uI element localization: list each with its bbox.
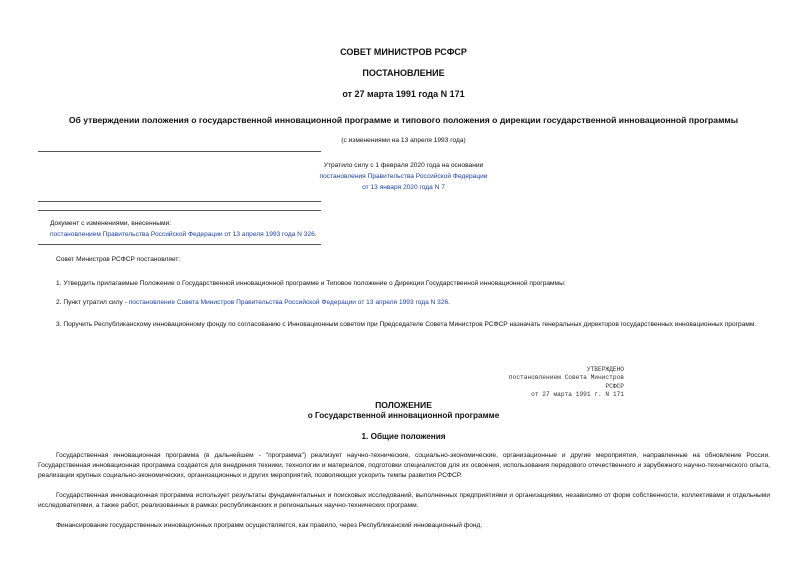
divider [38,151,321,152]
paragraph-1: Государственная инновационная программа (в дальнейшем - "программа") реализует научно-технические, социально-экономические, организационные и другие мероприятия, направленные на обновление России. Государственная инновационная программа создается для внедрения техники, технологии и материалов, подготовки специалистов для их освоения, использования передового отечественного и зарубежного научно-технического опыта, реализации крупных социально-экономических, организационных и других мероприятий, позволяющих ускорить темпы развития РСФСР. [38,452,770,479]
section-heading: 1. Общие положения [361,432,446,441]
item-2-prefix: 2. Пункт утратил силу - [56,299,129,306]
changes-suffix: . [314,231,317,238]
regulation-subtitle: о Государственной инновационной программе [307,411,500,420]
divider [38,201,321,202]
expired-notice-line1: Утратило силу с 1 февраля 2020 года на основании [323,162,484,169]
item-3: 3. Поручить Республиканскому инновационному фонду по согласованию с Инновационным советом при Председателе Совета Министров РСФСР назначать генеральных директоров государственных инновационных программ. [56,321,757,328]
item-2 [56,299,450,306]
item-1: 1. Утвердить прилагаемые Положение о Государственной инновационной программе и Типовое положение о Дирекции Государственной инновационной программы: [56,280,566,287]
paragraph-2: Государственная инновационная программа использует результаты фундаментальных и поисковых исследований, выполненных предприятиями и организациями, независимо от форм собственности, коллективами и отдельными исследователями, а также работ, реализованных в рамках республиканских и региональных научно-технических программ. [38,492,770,509]
document-title: Об утверждении положения о государственной инновационной программе и типового положения о дирекции государственной инновационной программы [68,115,739,125]
paragraph-3: Финансирование государственных инновационных программ осуществляется, как правило, через Республиканский инновационный фонд. [56,522,483,529]
intro-text: Совет Министров РСФСР постановляет: [56,256,181,263]
approved-line1: УТВЕРЖДЕНО [586,366,624,373]
approved-line4: от 27 марта 1991 г. N 171 [531,391,624,399]
item-2-link[interactable]: постановление Совета Министров Правительства Российской Федерации от 13 апреля 1993 года N 326 [128,299,449,306]
amendments-note: (с изменениями на 13 апреля 1993 года) [341,137,466,144]
divider [38,210,321,211]
changes-label: Документ с изменениями, внесенными: [50,220,172,227]
changes-link[interactable]: постановлением Правительства Российской Федерации от 13 апреля 1993 года N 326 [50,231,315,238]
item-2-suffix: . [448,299,451,306]
approved-line2: постановлением Совета Министров [508,374,624,382]
changes-line [50,231,317,238]
regulation-title: ПОЛОЖЕНИЕ [375,400,432,410]
doc-date-line: от 27 марта 1991 года N 171 [342,89,465,99]
divider [38,244,321,245]
expired-notice-link-line2[interactable]: от 13 января 2020 года N 7 [362,184,445,191]
expired-notice-link-line1[interactable]: постановления Правительства Российской Федерации [319,173,488,180]
approved-line3: РСФСР [605,382,624,390]
doc-type-heading: ПОСТАНОВЛЕНИЕ [362,68,445,78]
org-heading: СОВЕТ МИНИСТРОВ РСФСР [340,47,467,57]
approved-block [440,366,624,400]
